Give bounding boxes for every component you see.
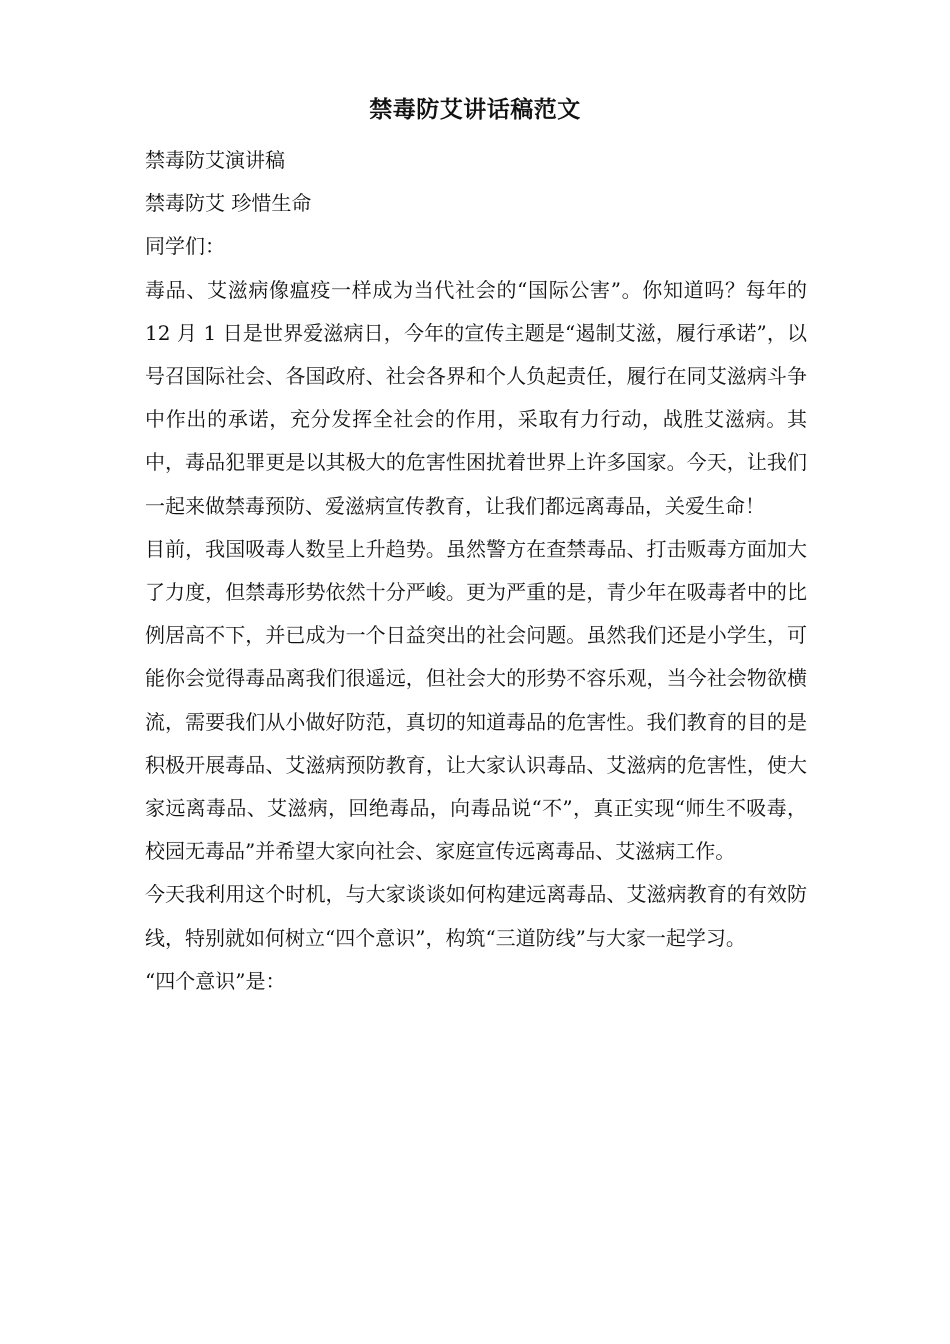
speech-subheading: 禁毒防艾 珍惜生命: [145, 191, 312, 216]
paragraph-purpose: 今天我利用这个时机，与大家谈谈如何构建远离毒品、艾滋病教育的有效防线，特别就如何树立“四个意识”，构筑“三道防线”与大家一起学习。: [145, 882, 807, 950]
paragraph-four-awareness: “四个意识”是：: [145, 968, 286, 993]
document-body: [145, 139, 807, 1003]
document-title: 禁毒防艾讲话稿范文: [369, 96, 581, 123]
speech-salutation: 同学们：: [145, 234, 225, 259]
paragraph-situation: 目前，我国吸毒人数呈上升趋势。虽然警方在查禁毒品、打击贩毒方面加大了力度，但禁毒形势依然十分严峻。更为严重的是，青少年在吸毒者中的比例居高不下，并已成为一个日益突出的社会问题。虽然我们还是小学生，可能你会觉得毒品离我们很遥远，但社会大的形势不容乐观，当今社会物欲横流，需要我们从小做好防范，真切的知道毒品的危害性。我们教育的目的是积极开展毒品、艾滋病预防教育，让大家认识毒品、艾滋病的危害性，使大家远离毒品、艾滋病，回绝毒品，向毒品说“不”，真正实现“师生不吸毒，校园无毒品”并希望大家向社会、家庭宣传远离毒品、艾滋病工作。: [145, 536, 807, 864]
speech-heading: 禁毒防艾演讲稿: [145, 148, 285, 172]
paragraph-intro: 毒品、艾滋病像瘟疫一样成为当代社会的“国际公害”。你知道吗？每年的 12 月 1 日是世界爱滋病日，今年的宣传主题是“遏制艾滋，履行承诺”，以号召国际社会、各国政府、社会各界和个人负起责任，履行在同艾滋病斗争中作出的承诺，充分发挥全社会的作用，采取有力行动，战胜艾滋病。其中，毒品犯罪更是以其极大的危害性困扰着世界上许多国家。今天，让我们一起来做禁毒预防、爱滋病宣传教育，让我们都远离毒品，关爱生命！: [145, 277, 807, 518]
